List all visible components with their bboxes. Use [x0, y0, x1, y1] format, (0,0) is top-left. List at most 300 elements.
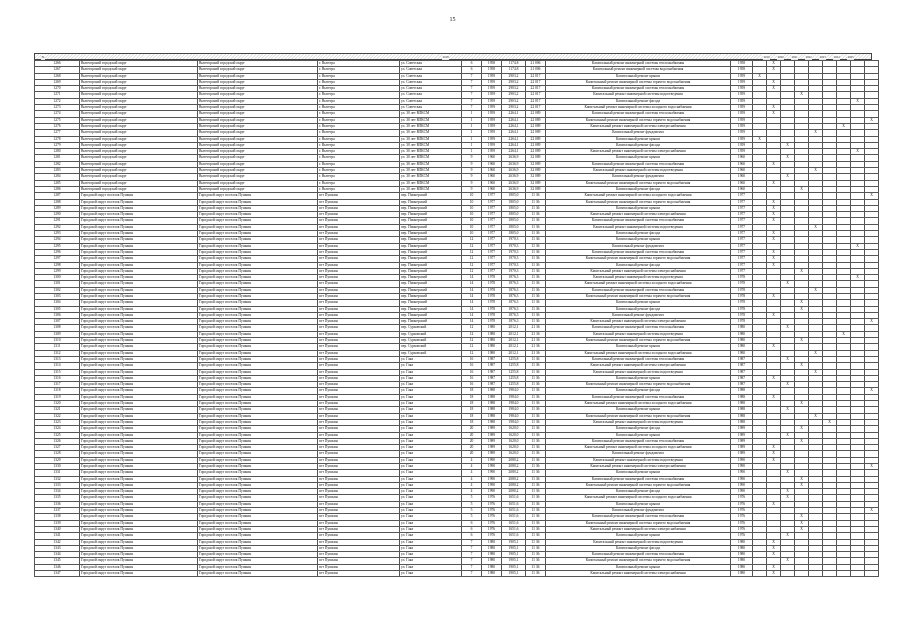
- cell-mo: Городской округ поселок Пушкин: [198, 268, 318, 274]
- cell-okrug: Городской округ поселок Пушкин: [80, 413, 198, 419]
- cell-cost: 22 089: [526, 142, 546, 148]
- cell-np: пгт Пушкин: [318, 275, 400, 281]
- cell-np: пгт Пушкин: [318, 356, 400, 362]
- cell-year: 1959: [731, 79, 753, 85]
- cell-np: г. Вытегра: [318, 111, 400, 117]
- cell-year: 1958: [731, 67, 753, 73]
- cell-dom: 18: [462, 388, 482, 394]
- cell-cost: 11 36: [526, 199, 546, 205]
- cell-area: 1255,8: [502, 369, 526, 375]
- cell-okrug: Городской округ поселок Пушкин: [80, 338, 198, 344]
- cell-area: 1905,1: [502, 552, 526, 558]
- cell-year: 1988: [731, 388, 753, 394]
- cell-np: пгт Пушкин: [318, 388, 400, 394]
- cell-dom: 16: [462, 382, 482, 388]
- cell-area: 2012,1: [502, 331, 526, 337]
- cell-okrug: Вытегорский городской округ: [80, 67, 198, 73]
- year-mark-x: X: [781, 432, 795, 438]
- cell-n: 1270: [35, 86, 80, 92]
- cell-area: 1651,6: [502, 533, 526, 539]
- cell-work: Капитальный ремонт инженерной системы электроснабжения: [546, 123, 731, 129]
- cell-work: Капитальный ремонт крыши: [546, 205, 731, 211]
- cell-cost: 11 36: [526, 363, 546, 369]
- cell-dom: 14: [462, 287, 482, 293]
- cell-cost: 11 36: [526, 224, 546, 230]
- cell-n: 1284: [35, 174, 80, 180]
- cell-street: пер. Пионерский: [400, 275, 462, 281]
- year-mark-empty: [795, 571, 809, 577]
- cell-year: 1977: [731, 262, 753, 268]
- cell-cost: 11 36: [526, 558, 546, 564]
- cell-god: 1960: [482, 186, 502, 192]
- cell-np: г. Вытегра: [318, 67, 400, 73]
- cell-okrug: Вытегорский городской округ: [80, 98, 198, 104]
- cell-work: Капитальный ремонт инженерной системы горячего водоснабжения: [546, 256, 731, 262]
- cell-dom: 12: [462, 249, 482, 255]
- cell-n: 1292: [35, 224, 80, 230]
- cell-cost: 32 089: [526, 180, 546, 186]
- cell-year: 1959: [731, 73, 753, 79]
- cell-np: пгт Пушкин: [318, 375, 400, 381]
- cell-god: 1980: [482, 552, 502, 558]
- cell-dom: 4: [462, 476, 482, 482]
- cell-god: 1988: [482, 401, 502, 407]
- cell-area: 1876,3: [502, 312, 526, 318]
- cell-year: 1977: [731, 256, 753, 262]
- cell-god: 1987: [482, 363, 502, 369]
- cell-god: 1977: [482, 212, 502, 218]
- cell-dom: 6: [462, 526, 482, 532]
- cell-n: 1301: [35, 281, 80, 287]
- cell-mo: Городской округ поселок Пушкин: [198, 256, 318, 262]
- cell-mo: Городской округ поселок Пушкин: [198, 249, 318, 255]
- cell-cost: 32 089: [526, 161, 546, 167]
- cell-street: ул. Гаяа: [400, 394, 462, 400]
- year-mark-x: X: [781, 533, 795, 539]
- cell-cost: 11 36: [526, 438, 546, 444]
- cell-area: 2012,1: [502, 350, 526, 356]
- cell-n: 1311: [35, 344, 80, 350]
- cell-work: Капитальный ремонт крыши: [546, 73, 731, 79]
- cell-god: 1960: [482, 174, 502, 180]
- cell-year: 1959: [731, 117, 753, 123]
- cell-mo: Вытегорский городской округ: [198, 174, 318, 180]
- cell-np: пгт Пушкин: [318, 533, 400, 539]
- cell-year: 1977: [731, 237, 753, 243]
- cell-cost: 11 36: [526, 293, 546, 299]
- cell-okrug: Вытегорский городской округ: [80, 92, 198, 98]
- cell-year: 1978: [731, 275, 753, 281]
- cell-year: 1990: [731, 476, 753, 482]
- cell-mo: Городской округ поселок Пушкин: [198, 401, 318, 407]
- cell-dom: 1: [462, 111, 482, 117]
- cell-np: пгт Пушкин: [318, 407, 400, 413]
- cell-work: Капитальный ремонт инженерной системы теплоснабжения: [546, 394, 731, 400]
- cell-okrug: Городской округ поселок Пушкин: [80, 426, 198, 432]
- cell-street: ул. Гаяа: [400, 501, 462, 507]
- cell-street: ул. 30 лет ВЛКСМ: [400, 123, 462, 129]
- cell-street: ул. 30 лет ВЛКСМ: [400, 180, 462, 186]
- cell-god: 1987: [482, 375, 502, 381]
- cell-n: 1272: [35, 98, 80, 104]
- cell-okrug: Городской округ поселок Пушкин: [80, 356, 198, 362]
- cell-area: 1905,1: [502, 545, 526, 551]
- cell-cost: 11 36: [526, 495, 546, 501]
- cell-area: 1876,3: [502, 300, 526, 306]
- cell-n: 1289: [35, 205, 80, 211]
- cell-n: 1271: [35, 92, 80, 98]
- year-mark-x: X: [781, 558, 795, 564]
- year-mark-x: X: [795, 526, 809, 532]
- year-mark-x: X: [851, 149, 865, 155]
- cell-okrug: Городской округ поселок Пушкин: [80, 275, 198, 281]
- cell-god: 1980: [482, 331, 502, 337]
- cell-area: 1905,1: [502, 571, 526, 577]
- cell-cost: 21 36: [526, 350, 546, 356]
- cell-mo: Вытегорский городской округ: [198, 123, 318, 129]
- cell-work: Капитальный ремонт инженерной системы водоотведения: [546, 92, 731, 98]
- year-mark-x: X: [767, 344, 781, 350]
- cell-year: 1976: [731, 526, 753, 532]
- cell-np: пгт Пушкин: [318, 520, 400, 526]
- cell-mo: Городской округ поселок Пушкин: [198, 476, 318, 482]
- cell-god: 1990: [482, 464, 502, 470]
- cell-n: 1302: [35, 287, 80, 293]
- cell-n: 1340: [35, 526, 80, 532]
- cell-dom: 7: [462, 545, 482, 551]
- cell-work: Капитальный ремонт инженерной системы электроснабжения: [546, 571, 731, 577]
- cell-area: 2636,9: [502, 161, 526, 167]
- cell-dom: 10: [462, 231, 482, 237]
- cell-dom: 1: [462, 142, 482, 148]
- cell-cost: 11 36: [526, 508, 546, 514]
- cell-n: 1277: [35, 130, 80, 136]
- cell-year: 1988: [731, 407, 753, 413]
- cell-area: 1970,3: [502, 249, 526, 255]
- cell-okrug: Городской округ поселок Пушкин: [80, 325, 198, 331]
- cell-street: ул. 30 лет ВЛКСМ: [400, 130, 462, 136]
- cell-okrug: Вытегорский городской округ: [80, 174, 198, 180]
- cell-area: 1620,0: [502, 438, 526, 444]
- cell-dom: 6: [462, 520, 482, 526]
- cell-cost: 22 089: [526, 130, 546, 136]
- cell-year: 1988: [731, 394, 753, 400]
- cell-year: 1989: [731, 445, 753, 451]
- cell-street: ул. Гаяа: [400, 413, 462, 419]
- cell-year: 1978: [731, 293, 753, 299]
- cell-okrug: Вытегорский городской округ: [80, 180, 198, 186]
- cell-god: 1977: [482, 268, 502, 274]
- cell-street: ул. 30 лет ВЛКСМ: [400, 149, 462, 155]
- cell-np: пгт Пушкин: [318, 489, 400, 495]
- cell-np: пгт Пушкин: [318, 262, 400, 268]
- cell-work: Капитальный ремонт крыши: [546, 300, 731, 306]
- cell-n: 1290: [35, 212, 80, 218]
- cell-work: Капитальный ремонт инженерной системы водоотведения: [546, 331, 731, 337]
- cell-okrug: Городской округ поселок Пушкин: [80, 438, 198, 444]
- cell-area: 2080,2: [502, 470, 526, 476]
- year-mark-x: X: [767, 501, 781, 507]
- year-mark-x: X: [795, 520, 809, 526]
- cell-year: 1989: [731, 426, 753, 432]
- cell-np: пгт Пушкин: [318, 413, 400, 419]
- cell-cost: 11 36: [526, 520, 546, 526]
- cell-n: 1319: [35, 394, 80, 400]
- year-mark-x: X: [865, 508, 879, 514]
- cell-work: Капитальный ремонт крыши: [546, 533, 731, 539]
- cell-god: 1978: [482, 306, 502, 312]
- cell-cost: 11 36: [526, 306, 546, 312]
- cell-cost: 21 006: [526, 61, 546, 67]
- header-fragment: 2020: [777, 55, 784, 59]
- year-mark-x: X: [767, 231, 781, 237]
- cell-street: ул. Советская: [400, 67, 462, 73]
- header-fragment: №: [41, 55, 45, 59]
- cell-mo: Городской округ поселок Пушкин: [198, 224, 318, 230]
- cell-year: 1980: [731, 539, 753, 545]
- cell-cost: 11 36: [526, 526, 546, 532]
- cell-np: г. Вытегра: [318, 130, 400, 136]
- cell-np: г. Вытегра: [318, 142, 400, 148]
- cell-np: г. Вытегра: [318, 161, 400, 167]
- cell-year: 1977: [731, 224, 753, 230]
- cell-dom: 4: [462, 464, 482, 470]
- cell-area: 2903,2: [502, 92, 526, 98]
- cell-np: пгт Пушкин: [318, 401, 400, 407]
- cell-dom: 18: [462, 413, 482, 419]
- cell-year: 1977: [731, 268, 753, 274]
- cell-dom: 7: [462, 558, 482, 564]
- cell-cost: 32 089: [526, 168, 546, 174]
- cell-cost: 11 36: [526, 432, 546, 438]
- cell-np: пгт Пушкин: [318, 212, 400, 218]
- cell-okrug: Городской округ поселок Пушкин: [80, 401, 198, 407]
- cell-dom: 12: [462, 256, 482, 262]
- cell-area: 1805,0: [502, 218, 526, 224]
- cell-street: пер. Пионерский: [400, 218, 462, 224]
- cell-cost: 11 36: [526, 281, 546, 287]
- cell-n: 1330: [35, 464, 80, 470]
- cell-mo: Городской округ поселок Пушкин: [198, 231, 318, 237]
- cell-np: пгт Пушкин: [318, 470, 400, 476]
- cell-okrug: Вытегорский городской округ: [80, 123, 198, 129]
- cell-okrug: Городской округ поселок Пушкин: [80, 552, 198, 558]
- table-row: [35, 571, 879, 577]
- cell-n: 1304: [35, 300, 80, 306]
- cell-okrug: Городской округ поселок Пушкин: [80, 193, 198, 199]
- cell-cost: 11 36: [526, 287, 546, 293]
- cell-okrug: Вытегорский городской округ: [80, 105, 198, 111]
- cell-area: 1174,8: [502, 61, 526, 67]
- year-mark-x: X: [781, 155, 795, 161]
- cell-cost: 11 36: [526, 514, 546, 520]
- cell-work: Капитальный ремонт инженерной системы теплоснабжения: [546, 356, 731, 362]
- cell-street: пер. Пионерский: [400, 231, 462, 237]
- cell-okrug: Вытегорский городской округ: [80, 130, 198, 136]
- cell-street: ул. Гаяа: [400, 564, 462, 570]
- cell-work: Капитальный ремонт инженерной системы горячего водоснабжения: [546, 413, 731, 419]
- cell-street: пер. Сурковский: [400, 325, 462, 331]
- cell-area: 1970,3: [502, 268, 526, 274]
- cell-np: пгт Пушкин: [318, 205, 400, 211]
- cell-street: ул. Советская: [400, 98, 462, 104]
- cell-god: 1988: [482, 394, 502, 400]
- cell-n: 1337: [35, 508, 80, 514]
- cell-year: 1988: [731, 413, 753, 419]
- cell-n: 1333: [35, 482, 80, 488]
- cell-mo: Вытегорский городской округ: [198, 73, 318, 79]
- year-mark-x: X: [767, 205, 781, 211]
- cell-cost: 11 36: [526, 319, 546, 325]
- cell-dom: 1: [462, 130, 482, 136]
- cell-work: Капитальный ремонт фундамента: [546, 243, 731, 249]
- cell-n: 1326: [35, 438, 80, 444]
- year-mark-x: X: [795, 438, 809, 444]
- cell-street: ул. 30 лет ВЛКСМ: [400, 117, 462, 123]
- cell-god: 1980: [482, 539, 502, 545]
- cell-cost: 11 36: [526, 501, 546, 507]
- cell-god: 1977: [482, 231, 502, 237]
- cell-work: Капитальный ремонт инженерной системы холодного водоснабжения: [546, 445, 731, 451]
- cell-cost: 22 017: [526, 98, 546, 104]
- year-mark-x: X: [781, 407, 795, 413]
- cell-god: 1980: [482, 558, 502, 564]
- cell-god: 1977: [482, 205, 502, 211]
- cell-np: г. Вытегра: [318, 136, 400, 142]
- cell-cost: 11 36: [526, 476, 546, 482]
- cell-dom: 9: [462, 174, 482, 180]
- cell-okrug: Городской округ поселок Пушкин: [80, 306, 198, 312]
- year-mark-x: X: [837, 331, 851, 337]
- cell-year: 1980: [731, 558, 753, 564]
- year-mark-x: X: [767, 375, 781, 381]
- cell-np: пгт Пушкин: [318, 193, 400, 199]
- cell-street: ул. Гаяа: [400, 514, 462, 520]
- cell-n: 1346: [35, 564, 80, 570]
- cell-okrug: Городской округ поселок Пушкин: [80, 451, 198, 457]
- cell-street: пер. Сурковский: [400, 338, 462, 344]
- cell-area: 1255,8: [502, 356, 526, 362]
- cell-area: 2080,2: [502, 464, 526, 470]
- cell-street: ул. Гаяа: [400, 356, 462, 362]
- cell-area: 2903,2: [502, 73, 526, 79]
- year-mark-x: X: [795, 482, 809, 488]
- year-mark-x: X: [781, 495, 795, 501]
- cell-np: пгт Пушкин: [318, 199, 400, 205]
- year-mark-x: X: [781, 174, 795, 180]
- cell-god: 1978: [482, 275, 502, 281]
- cell-year: 1990: [731, 489, 753, 495]
- cell-okrug: Городской округ поселок Пушкин: [80, 489, 198, 495]
- cell-god: 1959: [482, 130, 502, 136]
- cell-np: г. Вытегра: [318, 180, 400, 186]
- cell-okrug: Городской округ поселок Пушкин: [80, 212, 198, 218]
- cell-mo: Городской округ поселок Пушкин: [198, 293, 318, 299]
- cell-okrug: Вытегорский городской округ: [80, 186, 198, 192]
- cell-area: 1970,3: [502, 237, 526, 243]
- cell-okrug: Городской округ поселок Пушкин: [80, 501, 198, 507]
- cell-work: Капитальный ремонт инженерной системы теплоснабжения: [546, 218, 731, 224]
- cell-work: Капитальный ремонт инженерной системы горячего водоснабжения: [546, 117, 731, 123]
- year-mark-x: X: [767, 552, 781, 558]
- cell-dom: 7: [462, 86, 482, 92]
- cell-n: 1285: [35, 180, 80, 186]
- cell-cost: 21 36: [526, 338, 546, 344]
- cell-okrug: Городской округ поселок Пушкин: [80, 508, 198, 514]
- cell-np: пгт Пушкин: [318, 419, 400, 425]
- cell-god: 1990: [482, 482, 502, 488]
- cell-area: 1620,0: [502, 451, 526, 457]
- cell-mo: Городской округ поселок Пушкин: [198, 331, 318, 337]
- cell-street: ул. Гаяа: [400, 419, 462, 425]
- cell-god: 1976: [482, 508, 502, 514]
- cell-god: 1959: [482, 136, 502, 142]
- cell-okrug: Городской округ поселок Пушкин: [80, 237, 198, 243]
- cell-np: пгт Пушкин: [318, 231, 400, 237]
- cell-street: ул. Гаяа: [400, 451, 462, 457]
- cell-n: 1329: [35, 457, 80, 463]
- cell-mo: Городской округ поселок Пушкин: [198, 338, 318, 344]
- cell-np: г. Вытегра: [318, 92, 400, 98]
- cell-year: 1959: [731, 123, 753, 129]
- cell-mo: Вытегорский городской округ: [198, 142, 318, 148]
- cell-god: 1958: [482, 67, 502, 73]
- year-mark-x: X: [795, 476, 809, 482]
- year-mark-empty: [865, 571, 879, 577]
- cell-dom: 12: [462, 243, 482, 249]
- cell-n: 1291: [35, 218, 80, 224]
- cell-street: пер. Пионерский: [400, 212, 462, 218]
- cell-n: 1275: [35, 117, 80, 123]
- cell-okrug: Городской округ поселок Пушкин: [80, 231, 198, 237]
- cell-year: 1960: [731, 161, 753, 167]
- cell-year: 1989: [731, 432, 753, 438]
- cell-cost: 11 36: [526, 312, 546, 318]
- cell-mo: Вытегорский городской округ: [198, 149, 318, 155]
- cell-np: г. Вытегра: [318, 168, 400, 174]
- cell-year: 1977: [731, 231, 753, 237]
- cell-cost: 11 36: [526, 564, 546, 570]
- cell-area: 1970,3: [502, 243, 526, 249]
- cell-work: Капитальный ремонт инженерной системы холодного водоснабжения: [546, 495, 731, 501]
- cell-dom: 20: [462, 451, 482, 457]
- year-mark-x: X: [781, 142, 795, 148]
- cell-year: 1960: [731, 180, 753, 186]
- cell-okrug: Городской округ поселок Пушкин: [80, 243, 198, 249]
- cell-cost: 11 36: [526, 426, 546, 432]
- cell-street: ул. Советская: [400, 86, 462, 92]
- cell-dom: 10: [462, 199, 482, 205]
- cell-n: 1278: [35, 136, 80, 142]
- cell-np: пгт Пушкин: [318, 501, 400, 507]
- cell-god: 1989: [482, 432, 502, 438]
- cell-n: 1281: [35, 155, 80, 161]
- cell-n: 1316: [35, 375, 80, 381]
- cell-god: 1980: [482, 344, 502, 350]
- cell-okrug: Городской округ поселок Пушкин: [80, 268, 198, 274]
- year-mark-empty: [781, 571, 795, 577]
- cell-area: 2012,1: [502, 325, 526, 331]
- cell-okrug: Вытегорский городской округ: [80, 149, 198, 155]
- cell-year: 1976: [731, 533, 753, 539]
- cell-dom: 20: [462, 438, 482, 444]
- cell-work: Капитальный ремонт фасада: [546, 545, 731, 551]
- cell-god: 1959: [482, 98, 502, 104]
- cell-area: 1970,3: [502, 262, 526, 268]
- cell-year: 1990: [731, 457, 753, 463]
- cell-area: 1876,3: [502, 287, 526, 293]
- year-mark-x: X: [767, 105, 781, 111]
